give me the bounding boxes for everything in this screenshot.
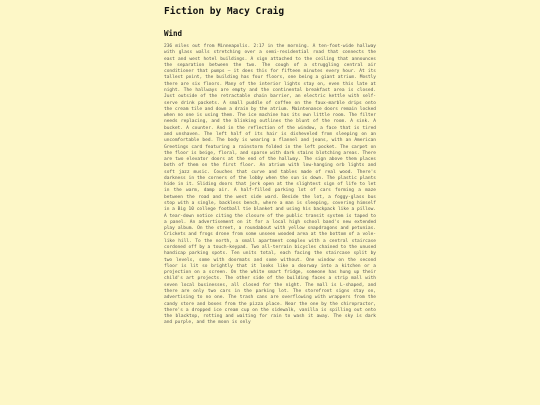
- section-heading: Wind: [164, 29, 183, 38]
- story-body-text: 236 miles out from Minneapolis. 2:17 in the morning. A ten-foot-wide hallway with glass walls stretching over a semi-residential road that connects the east and west hotel buildings. A sign attached to the ceiling that announces the separation between the two. The cough of a struggling central air conditioner that pumps – it does this for fifteen minutes every hour. At its tallest point, the building has four floors, one being a giant atrium. Mostly there are six floors. Many of the interior lights stay on, even this late at night. The hallways are empty and the continental breakfast area is closed. Just outside of the retractable chain barrier, an electric kettle with self-serve drink packets. A small puddle of coffee on the faux-marble drips onto the cream tile and down a drain by the atrium. Maintenance doors remain locked when no one is using them. The ice machine has its own little room. The filter needs replacing, and the blinking outlines the blunt of the room. A sink. A bucket. A counter. And in the reflection of the window, a face that is tired and unshaven. The left half of its hair is disheveled from sleeping on an uncomfortable bed. The body is wearing a flannel and jeans, with an American Greetings card featuring a rainstorm folded in the left pocket. The carpet on the floor is beige, floral, and sparse with dark stains blotching areas. There are two elevator doors at the end of the hallway. The sign above them places both of them on the first floor. An atrium with low-hanging orb lights and soft jazz music. Couches that curve and tables made of real wood. There's darkness in the corners of the lobby when the sun is down. The plastic plants hide in it. Sliding doors that jerk open at the slightest sign of life to let in the warm, damp air. A half-filled parking lot of cars forming a maze between the road and the west side ward. Beside the lot, a foggy-glass bus stop with a single, backless bench, where a man is sleeping, covering himself in a Big 10 college football tie blanket and using his backpack like a pillow. A tear-down notice citing the closure of the public transit system is taped to a panel. An advertisement on it for a local high school band's new extended play album. On the street, a roundabout with yellow snapdragons and petunias. Crickets and frogs drone from some unseen wooded area at the bottom of a vole-like hill. To the north, a small apartment complex with a central staircase cordoned off by a touch-keypad. Two all-terrain bicycles chained to the unused handicap parking spots. Ten units total, each facing the staircase split by two levels, some with doormats and some without. One window on the second floor is lit so brightly that it looks like a doorway into a kitchen or a projection on a screen. On the white smart fridge, someone has hung up their child's art projects. The other side of the building faces a strip mall with seven local businesses, all closed for the night. The mall is L-shaped, and there are only two cars in the parking lot. The storefront signs stay on, advertising to no one. The trash cans are overflowing with wrappers from the candy store and boxes from the pizza place. Near the one by the chiropractor, there's a dropped ice cream cup on the sidewalk, vanilla is spilling out onto the blacktop, rotting and waiting for rain to wash it away. The sky is dark and purple, and the moon is only: [164, 44, 376, 326]
- story-column: [164, 6, 376, 327]
- story-title: Fiction by Macy Craig: [164, 6, 285, 17]
